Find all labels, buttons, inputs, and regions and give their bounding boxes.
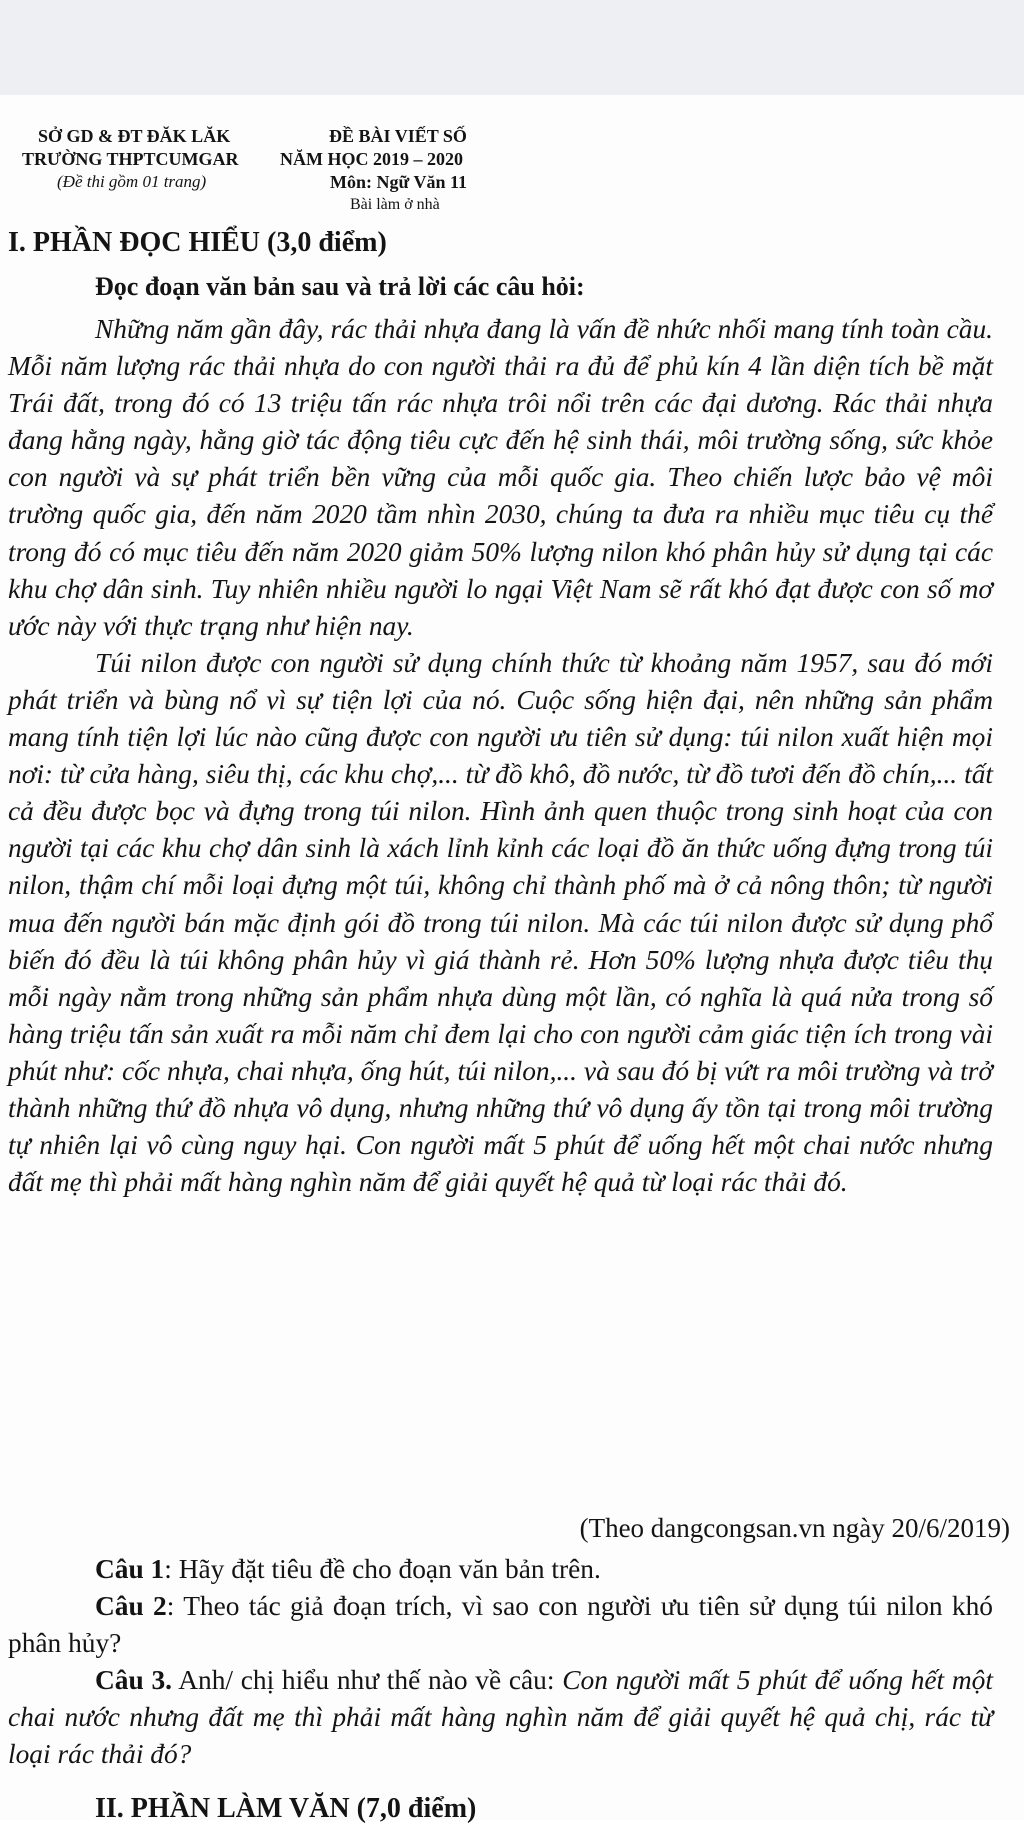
exam-mode: Bài làm ở nhà [350, 196, 440, 213]
department-name: SỞ GD & ĐT ĐĂK LĂK [38, 126, 231, 146]
reading-instruction: Đọc đoạn văn bản sau và trả lời các câu hỏi: [95, 272, 585, 301]
section-1-title: I. PHẦN ĐỌC HIỂU (3,0 điểm) [8, 227, 387, 258]
question-3-text: Anh/ chị hiểu như thế nào về câu: [172, 1665, 563, 1696]
question-3 [8, 1662, 993, 1773]
question-2-label: Câu 2 [95, 1591, 167, 1622]
question-1-text: : Hãy đặt tiêu đề cho đoạn văn bản trên. [164, 1554, 601, 1584]
exam-title: ĐỀ BÀI VIẾT SỐ [329, 126, 467, 146]
passage-paragraph-1: Những năm gần đây, rác thải nhựa đang là vấn đề nhức nhối mang tính toàn cầu. Mỗi năm lượng rác thải nhựa do con người thải ra đủ để phủ kín 4 lần diện tích bề mặt Trái đất, trong đó có 13 triệu tấn rác nhựa trôi nổi trên các đại dương. Rác thải nhựa đang hằng ngày, hằng giờ tác động tiêu cực đến hệ sinh thái, môi trường sống, sức khỏe con người và sự phát triển bền vững của mỗi quốc gia. Theo chiến lược bảo vệ môi trường quốc gia, đến năm 2020 tầm nhìn 2030, chúng ta đưa ra nhiều mục tiêu cụ thể trong đó có mục tiêu đến năm 2020 giảm 50% lượng nilon khó phân hủy sử dụng tại các khu chợ dân sinh. Tuy nhiên nhiều người lo ngại Việt Nam sẽ rất khó đạt được con số mơ ước này với thực trạng như hiện nay. [8, 314, 993, 641]
page-count-note: (Đề thi gồm 01 trang) [57, 172, 207, 191]
subject: Môn: Ngữ Văn 11 [330, 172, 467, 192]
passage-source: (Theo dangcongsan.vn ngày 20/6/2019) [579, 1513, 1010, 1543]
school-name: TRƯỜNG THPTCUMGAR [22, 149, 239, 169]
question-1-label: Câu 1 [95, 1554, 165, 1584]
top-bar [0, 0, 1024, 95]
school-year: NĂM HỌC 2019 – 2020 [280, 149, 463, 169]
question-3-quote: Con người mất 5 phút để uống hết một chai nước nhưng đất mẹ thì phải mất hàng nghìn năm để giải quyết hệ quả chị, rác từ loại rác thải đó? [8, 1665, 993, 1770]
question-1 [8, 1551, 993, 1588]
question-3-label: Câu 3. [95, 1665, 172, 1696]
reading-passage [8, 311, 993, 1201]
question-2 [8, 1588, 993, 1662]
section-2-title: II. PHẦN LÀM VĂN (7,0 điểm) [95, 1793, 477, 1824]
question-2-text: : Theo tác giả đoạn trích, vì sao con người ưu tiên sử dụng túi nilon khó phân hủy? [8, 1591, 994, 1659]
questions [8, 1551, 993, 1774]
passage-paragraph-2: Túi nilon được con người sử dụng chính thức từ khoảng năm 1957, sau đó mới phát triển và bùng nổ vì sự tiện lợi của nó. Cuộc sống hiện đại, nên những sản phẩm mang tính tiện lợi lúc nào cũng được con người ưu tiên sử dụng: túi nilon xuất hiện mọi nơi: từ cửa hàng, siêu thị, các khu chợ,... từ đồ khô, đồ nước, từ đồ tươi đến đồ chín,... tất cả đều được bọc và đựng trong túi nilon. Hình ảnh quen thuộc trong sinh hoạt của con người tại các khu chợ dân sinh là xách lỉnh kỉnh các loại đồ ăn thức uống đựng trong túi nilon, thậm chí mỗi loại đựng một túi, không chỉ thành phố mà ở cả nông thôn; từ người mua đến người bán mặc định gói đồ trong túi nilon. Mà các túi nilon được sử dụng phổ biến đó đều là túi không phân hủy vì giá thành rẻ. Hơn 50% lượng nhựa được tiêu thụ mỗi ngày nằm trong những sản phẩm nhựa dùng một lần, có nghĩa là quá nửa trong số hàng triệu tấn sản xuất ra mỗi năm chỉ đem lại cho con người cảm giác tiện ích trong vài phút như: cốc nhựa, chai nhựa, ống hút, túi nilon,... và sau đó bị vứt ra môi trường và trở thành những thứ đồ nhựa vô dụng, nhưng những thứ vô dụng ấy tồn tại trong môi trường tự nhiên lại vô cùng nguy hại. Con người mất 5 phút để uống hết một chai nước nhưng đất mẹ thì phải mất hàng nghìn năm để giải quyết hệ quả từ loại rác thải đó. [8, 647, 993, 1198]
